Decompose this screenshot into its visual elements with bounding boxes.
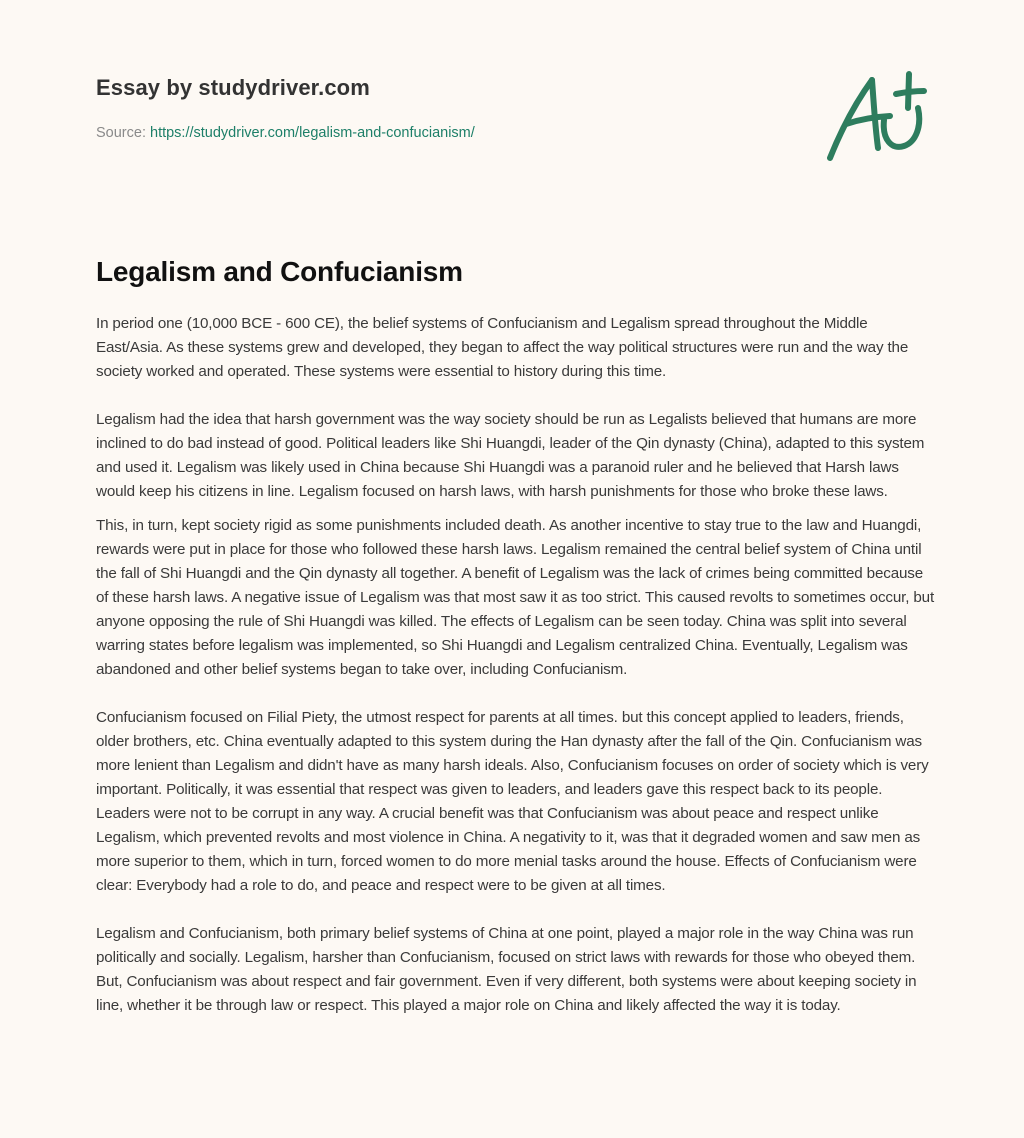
paragraph-confucianism: Confucianism focused on Filial Piety, the utmost respect for parents at all times. but this concept applied to leaders, friends, older brothers, etc. China eventually adapted to this system during the Han dynasty after the fall of the Qin. Confucianism was more lenient than Legalism and didn't have as many harsh ideals. Also, Confucianism focuses on order of society which is very important. Politically, it was essential that respect was given to leaders, and leaders gave this respect back to its people. Leaders were not to be corrupt in any way. A crucial benefit was that Confucianism was about peace and respect unlike Legalism, which prevented revolts and most violence in China. A negativity to it, was that it degraded women and saw men as more superior to them, which in turn, forced women to do more menial tasks around the house. Effects of Confucianism were clear: Everybody had a role to do, and peace and respect were to be given at all times. xyxy=(96,709,929,894)
essay-article xyxy=(96,252,934,1018)
source-label: Source: xyxy=(96,125,150,141)
a-plus-grade-icon xyxy=(820,66,930,166)
paragraph-legalism-effects: This, in turn, kept society rigid as some punishments included death. As another incentive to stay true to the law and Huangdi, rewards were put in place for those who followed these harsh laws. Legalism remained the central belief system of China until the fall of Shi Huangdi and the Qin dynasty all together. A benefit of Legalism was the lack of crimes being committed because of these harsh laws. A negative issue of Legalism was that most saw it as too strict. This caused revolts to sometimes occur, but anyone opposing the rule of Shi Huangdi was killed. The effects of Legalism can be seen today. China was split into several warring states before legalism was implemented, so Shi Huangdi and Legalism centralized China. Eventually, Legalism was abandoned and other belief systems began to take over, including Confucianism. xyxy=(96,517,935,678)
source-link[interactable]: https://studydriver.com/legalism-and-confucianism/ xyxy=(150,125,475,141)
brand-title: Essay by studydriver.com xyxy=(96,75,370,100)
paragraph-conclusion: Legalism and Confucianism, both primary belief systems of China at one point, played a major role in the way China was run politically and socially. Legalism, harsher than Confucianism, focused on strict laws with rewards for those who obeyed them. But, Confucianism was about respect and fair government. Even if very different, both systems were about keeping society in line, whether it be through law or respect. This played a major role on China and likely affected the way it is today. xyxy=(96,925,917,1014)
article-title: Legalism and Confucianism xyxy=(96,256,463,287)
page-header xyxy=(96,72,475,143)
paragraph-intro: In period one (10,000 BCE - 600 CE), the belief systems of Confucianism and Legalism spread throughout the Middle East/Asia. As these systems grew and developed, they began to affect the way political structures were run and the way the society worked and operated. These systems were essential to history during this time. xyxy=(96,315,909,380)
paragraph-legalism: Legalism had the idea that harsh government was the way society should be run as Legalists believed that humans are more inclined to do bad instead of good. Political leaders like Shi Huangdi, leader of the Qin dynasty (China), adapted to this system and used it. Legalism was likely used in China because Shi Huangdi was a paranoid ruler and he believed that Harsh laws would keep his citizens in line. Legalism focused on harsh laws, with harsh punishments for those who broke these laws. xyxy=(96,411,925,500)
source-line xyxy=(96,123,475,143)
